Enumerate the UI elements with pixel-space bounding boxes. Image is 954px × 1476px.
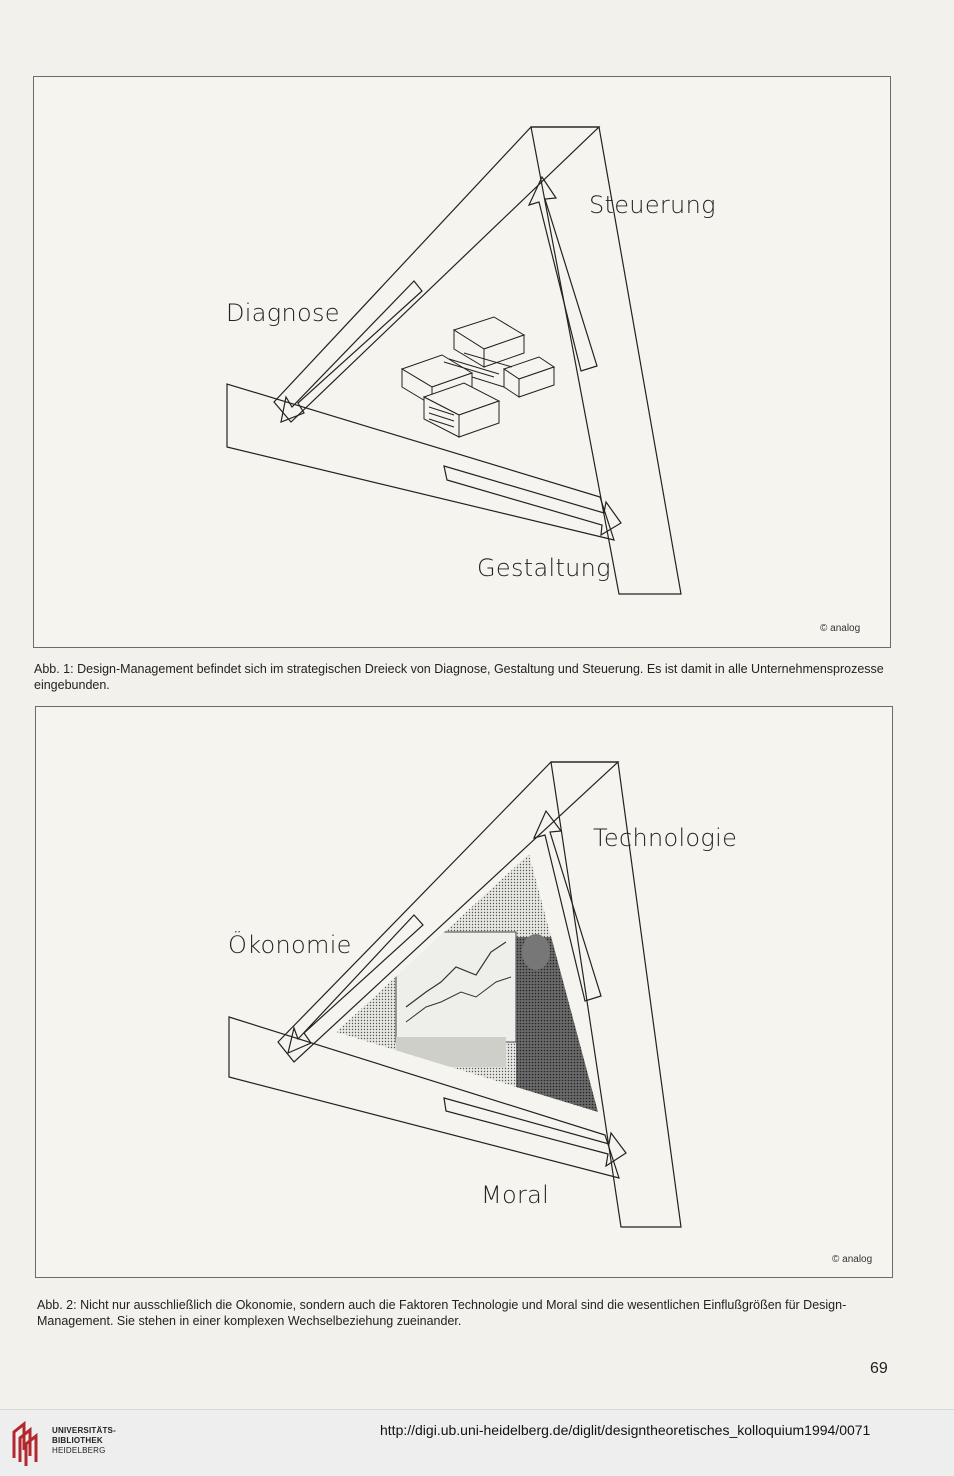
copyright-notice: © analog: [820, 623, 861, 634]
technologie-label: Technologie: [593, 824, 738, 852]
steuerung-label: Steuerung: [589, 191, 716, 219]
diagnose-label: Diagnose: [226, 299, 340, 327]
oekonomie-label: Ökonomie: [228, 931, 352, 959]
figure-2: [35, 706, 893, 1278]
copyright-notice-2: © analog: [832, 1254, 873, 1265]
gestaltung-label: Gestaltung: [477, 554, 611, 582]
arrow-up: [529, 177, 597, 371]
source-url-link[interactable]: http://digi.ub.uni-heidelberg.de/diglit/designtheoretisches_kolloquium1994/0071: [380, 1422, 871, 1438]
footer-bar: [0, 1409, 954, 1476]
library-line-1: UNIVERSITÄTS-: [52, 1426, 116, 1435]
moral-label: Moral: [481, 1181, 550, 1209]
library-line-3: HEIDELBERG: [52, 1446, 106, 1455]
library-name: [52, 1426, 116, 1456]
figure-1: [33, 76, 891, 648]
figure-1-diagram: [34, 77, 892, 649]
page-number: 69: [870, 1360, 888, 1377]
figure-2-caption: Abb. 2: Nicht nur ausschließlich die Okonomie, sondern auch die Faktoren Technologie und Moral sind die wesentlichen Einflußgrößen für Design-Management. Sie stehen in einer komplexen Wechselbeziehung zueinander.: [37, 1298, 847, 1328]
building-sketch: [402, 317, 554, 437]
library-logo-icon: [10, 1418, 42, 1466]
figure-1-caption: Abb. 1: Design-Management befindet sich im strategischen Dreieck von Diagnose, Gestaltung und Steuerung. Es ist damit in alle Unternehmensprozesse eingebunden.: [34, 662, 884, 692]
library-line-2: BIBLIOTHEK: [52, 1436, 103, 1445]
gestaltung-band: [227, 384, 614, 540]
figure-2-diagram: [36, 707, 894, 1279]
